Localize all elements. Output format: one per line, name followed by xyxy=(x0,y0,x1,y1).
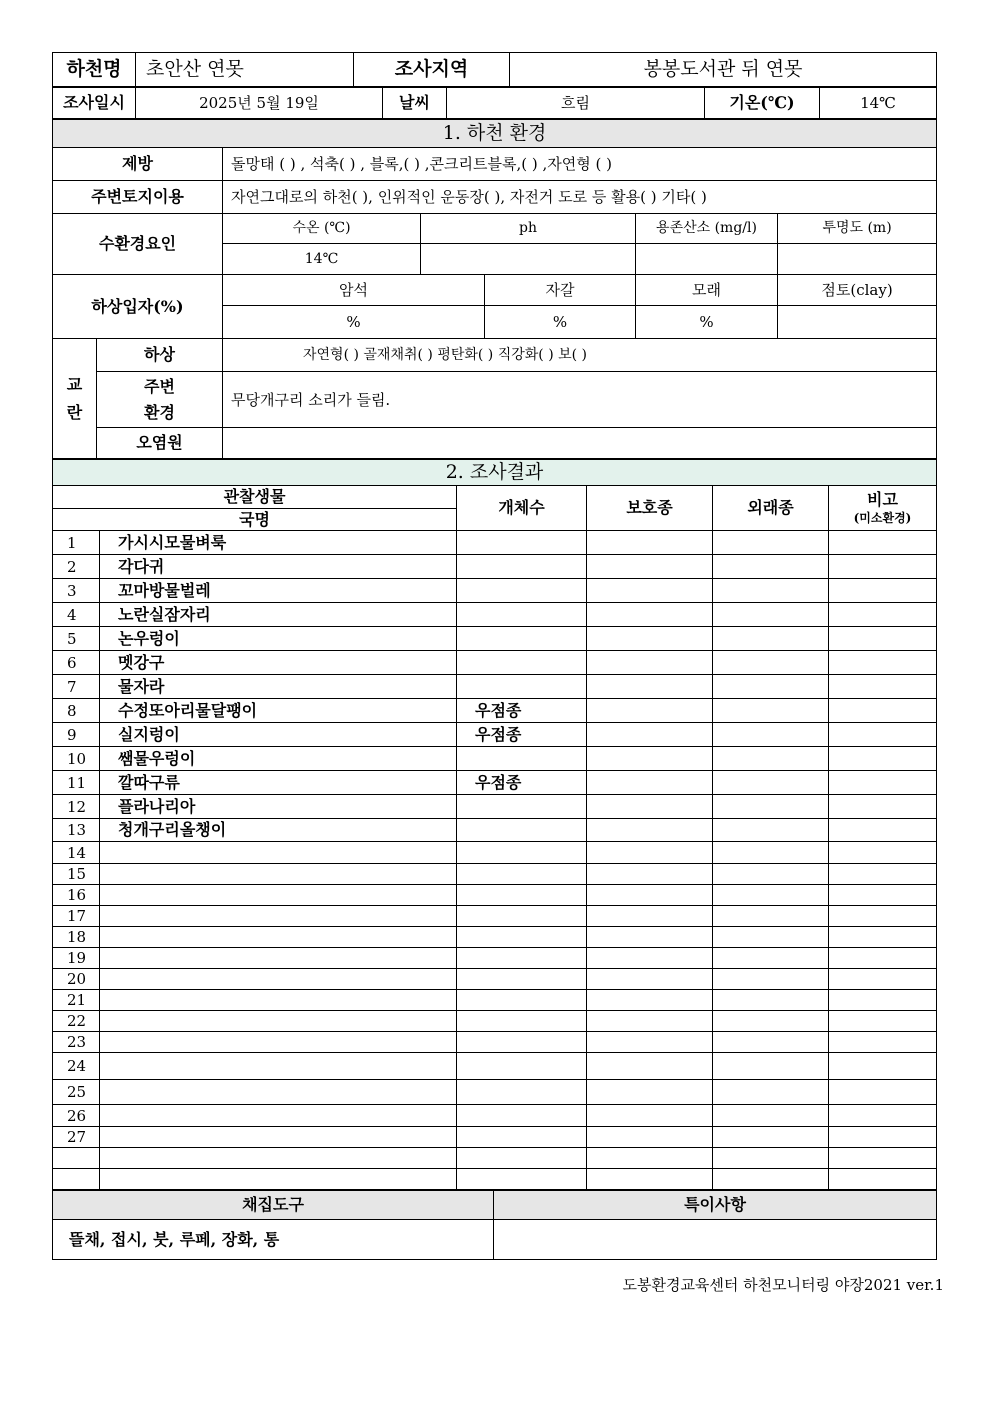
row-number: 24 xyxy=(53,1053,100,1080)
species-name: 노란실잠자리 xyxy=(100,603,457,627)
alien-cell xyxy=(713,864,829,885)
row-number: 2 xyxy=(53,555,100,579)
alien-cell xyxy=(713,579,829,603)
protected-cell xyxy=(587,531,713,555)
table-row xyxy=(53,948,937,969)
count-cell xyxy=(457,1169,587,1190)
count-cell xyxy=(457,864,587,885)
environment-table xyxy=(52,119,937,459)
note-cell xyxy=(829,579,937,603)
row-number: 13 xyxy=(53,819,100,842)
note-cell xyxy=(829,603,937,627)
count-cell xyxy=(457,1032,587,1053)
protected-cell xyxy=(587,651,713,675)
temperature-value: 14℃ xyxy=(820,88,937,119)
row-number: 16 xyxy=(53,885,100,906)
clay-value xyxy=(778,306,937,339)
protected-cell xyxy=(587,1148,713,1169)
protected-cell xyxy=(587,906,713,927)
note-cell xyxy=(829,531,937,555)
table-row xyxy=(53,864,937,885)
protected-cell xyxy=(587,842,713,864)
rock-value: % xyxy=(223,306,485,339)
species-name xyxy=(100,906,457,927)
row-number: 21 xyxy=(53,990,100,1011)
protected-cell xyxy=(587,1053,713,1080)
count-cell xyxy=(457,627,587,651)
species-name: 깔따구류 xyxy=(100,771,457,795)
protected-cell xyxy=(587,1080,713,1105)
protected-cell xyxy=(587,990,713,1011)
tools-table xyxy=(52,1190,937,1260)
gravel-header: 자갈 xyxy=(485,275,636,306)
alien-cell xyxy=(713,675,829,699)
protected-cell xyxy=(587,675,713,699)
alien-cell xyxy=(713,699,829,723)
count-cell xyxy=(457,651,587,675)
species-name xyxy=(100,864,457,885)
note-cell xyxy=(829,906,937,927)
note-cell xyxy=(829,864,937,885)
table-row xyxy=(53,699,937,723)
alien-cell xyxy=(713,842,829,864)
alien-cell xyxy=(713,555,829,579)
table-row xyxy=(53,927,937,948)
area-label: 조사지역 xyxy=(354,53,510,87)
surroundings-label-1: 주변 xyxy=(144,376,175,396)
alien-cell xyxy=(713,969,829,990)
protected-header: 보호종 xyxy=(587,486,713,531)
species-name xyxy=(100,1148,457,1169)
note-cell xyxy=(829,1011,937,1032)
notes-label: 특이사항 xyxy=(494,1191,937,1220)
species-name: 플라나리아 xyxy=(100,795,457,819)
observed-organisms-header: 관찰생물 xyxy=(53,486,457,509)
results-table xyxy=(52,459,937,1190)
rock-header: 암석 xyxy=(223,275,485,306)
section-environment-title: 1. 하천 환경 xyxy=(53,120,937,148)
note-header-title: 비고 xyxy=(867,489,898,509)
alien-cell xyxy=(713,1011,829,1032)
species-name: 가시시모물벼룩 xyxy=(100,531,457,555)
species-name: 청개구리올챙이 xyxy=(100,819,457,842)
count-cell xyxy=(457,990,587,1011)
alien-cell xyxy=(713,885,829,906)
count-cell xyxy=(457,819,587,842)
species-name xyxy=(100,1105,457,1127)
note-cell xyxy=(829,1127,937,1148)
note-cell xyxy=(829,651,937,675)
note-cell xyxy=(829,1080,937,1105)
note-cell xyxy=(829,555,937,579)
note-cell xyxy=(829,627,937,651)
alien-cell xyxy=(713,723,829,747)
species-name xyxy=(100,1032,457,1053)
temperature-label: 기온(℃) xyxy=(705,88,820,119)
species-name xyxy=(100,1169,457,1190)
protected-cell xyxy=(587,603,713,627)
row-number xyxy=(53,1169,100,1190)
species-name xyxy=(100,927,457,948)
row-number: 20 xyxy=(53,969,100,990)
table-row xyxy=(53,579,937,603)
table-row xyxy=(53,651,937,675)
row-number: 8 xyxy=(53,699,100,723)
table-row xyxy=(53,675,937,699)
disturbance-label-1: 교 xyxy=(66,375,83,395)
species-name: 실지렁이 xyxy=(100,723,457,747)
protected-cell xyxy=(587,627,713,651)
alien-cell xyxy=(713,1032,829,1053)
protected-cell xyxy=(587,1127,713,1148)
count-cell xyxy=(457,747,587,771)
note-cell xyxy=(829,885,937,906)
note-cell xyxy=(829,723,937,747)
table-row xyxy=(53,819,937,842)
date-weather-table xyxy=(52,87,937,119)
row-number: 11 xyxy=(53,771,100,795)
count-cell xyxy=(457,1105,587,1127)
table-row xyxy=(53,603,937,627)
table-row xyxy=(53,723,937,747)
count-cell xyxy=(457,1127,587,1148)
row-number: 15 xyxy=(53,864,100,885)
dissolved-oxygen-header: 용존산소 (mg/l) xyxy=(636,214,778,244)
table-row xyxy=(53,627,937,651)
note-cell xyxy=(829,747,937,771)
note-cell xyxy=(829,819,937,842)
row-number: 22 xyxy=(53,1011,100,1032)
alien-cell xyxy=(713,747,829,771)
disturbance-label-2: 란 xyxy=(66,402,83,422)
count-cell xyxy=(457,885,587,906)
korean-name-header: 국명 xyxy=(53,509,457,531)
row-number: 18 xyxy=(53,927,100,948)
note-header xyxy=(829,486,937,531)
surroundings-value: 무당개구리 소리가 들림. xyxy=(223,372,937,428)
river-name-value: 초안산 연못 xyxy=(136,53,354,87)
count-cell xyxy=(457,795,587,819)
tools-value: 뜰채, 접시, 붓, 루페, 장화, 통 xyxy=(53,1220,494,1260)
count-header: 개체수 xyxy=(457,486,587,531)
transparency-header: 투명도 (m) xyxy=(778,214,937,244)
table-row xyxy=(53,1011,937,1032)
weather-value: 흐림 xyxy=(447,88,705,119)
species-name: 각다귀 xyxy=(100,555,457,579)
protected-cell xyxy=(587,927,713,948)
pollution-value xyxy=(223,428,937,459)
count-cell xyxy=(457,531,587,555)
table-row xyxy=(53,1127,937,1148)
gravel-value: % xyxy=(485,306,636,339)
row-number: 7 xyxy=(53,675,100,699)
water-factor-label: 수환경요인 xyxy=(53,214,223,275)
alien-cell xyxy=(713,1148,829,1169)
count-cell xyxy=(457,1053,587,1080)
species-name xyxy=(100,948,457,969)
table-row xyxy=(53,555,937,579)
clay-header: 점토(clay) xyxy=(778,275,937,306)
note-cell xyxy=(829,1148,937,1169)
protected-cell xyxy=(587,747,713,771)
table-row xyxy=(53,1053,937,1080)
note-cell xyxy=(829,842,937,864)
riverbed-label: 하상 xyxy=(97,339,223,372)
protected-cell xyxy=(587,771,713,795)
note-cell xyxy=(829,948,937,969)
row-number: 9 xyxy=(53,723,100,747)
land-use-options: 자연그대로의 하천( ), 인위적인 운동장( ), 자전거 도로 등 활용( ) 기타( ) xyxy=(223,181,937,214)
count-cell xyxy=(457,675,587,699)
table-row xyxy=(53,1105,937,1127)
transparency-value xyxy=(778,244,937,275)
note-cell xyxy=(829,1053,937,1080)
note-cell xyxy=(829,699,937,723)
table-row xyxy=(53,747,937,771)
row-number: 5 xyxy=(53,627,100,651)
table-row xyxy=(53,842,937,864)
row-number: 23 xyxy=(53,1032,100,1053)
note-cell xyxy=(829,969,937,990)
alien-cell xyxy=(713,651,829,675)
footer: 도봉환경교육센터 하천모니터링 야장2021 ver.1 xyxy=(622,1276,944,1294)
alien-cell xyxy=(713,906,829,927)
count-cell xyxy=(457,969,587,990)
species-name: 멧강구 xyxy=(100,651,457,675)
table-row xyxy=(53,531,937,555)
count-cell xyxy=(457,603,587,627)
water-temp-value: 14℃ xyxy=(223,244,421,275)
protected-cell xyxy=(587,795,713,819)
row-number: 25 xyxy=(53,1080,100,1105)
bed-particle-label: 하상입자(%) xyxy=(53,275,223,339)
species-name xyxy=(100,885,457,906)
weather-label: 날씨 xyxy=(383,88,447,119)
land-use-label: 주변토지이용 xyxy=(53,181,223,214)
note-header-sub: (미소환경) xyxy=(853,510,912,525)
alien-cell xyxy=(713,795,829,819)
species-name xyxy=(100,1011,457,1032)
protected-cell xyxy=(587,885,713,906)
note-cell xyxy=(829,927,937,948)
row-number: 1 xyxy=(53,531,100,555)
row-number: 10 xyxy=(53,747,100,771)
alien-cell xyxy=(713,627,829,651)
protected-cell xyxy=(587,864,713,885)
ph-value xyxy=(421,244,636,275)
dissolved-oxygen-value xyxy=(636,244,778,275)
river-name-label: 하천명 xyxy=(53,53,136,87)
note-cell xyxy=(829,675,937,699)
header-table xyxy=(52,52,937,87)
species-name xyxy=(100,969,457,990)
count-cell xyxy=(457,906,587,927)
protected-cell xyxy=(587,1169,713,1190)
count-cell xyxy=(457,1080,587,1105)
note-cell xyxy=(829,1032,937,1053)
section-results-title: 2. 조사결과 xyxy=(53,460,937,486)
tools-label: 채집도구 xyxy=(53,1191,494,1220)
row-number: 17 xyxy=(53,906,100,927)
note-cell xyxy=(829,771,937,795)
species-name: 꼬마방물벌레 xyxy=(100,579,457,603)
alien-cell xyxy=(713,771,829,795)
row-number: 6 xyxy=(53,651,100,675)
protected-cell xyxy=(587,1105,713,1127)
table-row xyxy=(53,969,937,990)
table-row xyxy=(53,1080,937,1105)
alien-cell xyxy=(713,531,829,555)
protected-cell xyxy=(587,555,713,579)
date-value: 2025년 5월 19일 xyxy=(136,88,383,119)
alien-cell xyxy=(713,948,829,969)
count-cell xyxy=(457,1011,587,1032)
table-row xyxy=(53,1032,937,1053)
alien-cell xyxy=(713,1080,829,1105)
alien-header: 외래종 xyxy=(713,486,829,531)
species-name xyxy=(100,1127,457,1148)
note-cell xyxy=(829,795,937,819)
water-temp-header: 수온 (℃) xyxy=(223,214,421,244)
protected-cell xyxy=(587,819,713,842)
count-cell: 우점종 xyxy=(457,771,587,795)
alien-cell xyxy=(713,1105,829,1127)
row-number: 27 xyxy=(53,1127,100,1148)
alien-cell xyxy=(713,1169,829,1190)
note-cell xyxy=(829,990,937,1011)
count-cell xyxy=(457,927,587,948)
row-number: 19 xyxy=(53,948,100,969)
sand-header: 모래 xyxy=(636,275,778,306)
survey-form xyxy=(52,52,936,1260)
protected-cell xyxy=(587,1011,713,1032)
row-number: 4 xyxy=(53,603,100,627)
alien-cell xyxy=(713,990,829,1011)
species-name xyxy=(100,842,457,864)
surroundings-label xyxy=(97,372,223,428)
row-number: 3 xyxy=(53,579,100,603)
alien-cell xyxy=(713,927,829,948)
protected-cell xyxy=(587,969,713,990)
species-name: 물자라 xyxy=(100,675,457,699)
notes-value xyxy=(494,1220,937,1260)
table-row xyxy=(53,1169,937,1190)
species-name: 수정또아리물달팽이 xyxy=(100,699,457,723)
protected-cell xyxy=(587,699,713,723)
note-cell xyxy=(829,1169,937,1190)
protected-cell xyxy=(587,723,713,747)
row-number: 12 xyxy=(53,795,100,819)
note-cell xyxy=(829,1105,937,1127)
species-name: 쌤물우렁이 xyxy=(100,747,457,771)
alien-cell xyxy=(713,1127,829,1148)
species-name xyxy=(100,1053,457,1080)
row-number xyxy=(53,1148,100,1169)
surroundings-label-2: 환경 xyxy=(144,402,175,422)
count-cell: 우점종 xyxy=(457,723,587,747)
species-name xyxy=(100,1080,457,1105)
table-row xyxy=(53,906,937,927)
protected-cell xyxy=(587,579,713,603)
riverbed-options: 자연형( ) 골재채취( ) 평탄화( ) 직강화( ) 보( ) xyxy=(223,339,937,372)
pollution-label: 오염원 xyxy=(97,428,223,459)
count-cell xyxy=(457,842,587,864)
embankment-options: 돌망태 ( ) , 석축( ) , 블록,( ) ,콘크리트블록,( ) ,자연형 ( ) xyxy=(223,148,937,181)
species-name xyxy=(100,990,457,1011)
species-name: 논우렁이 xyxy=(100,627,457,651)
row-number: 26 xyxy=(53,1105,100,1127)
table-row xyxy=(53,885,937,906)
count-cell xyxy=(457,948,587,969)
count-cell xyxy=(457,1148,587,1169)
date-label: 조사일시 xyxy=(53,88,136,119)
protected-cell xyxy=(587,948,713,969)
table-row xyxy=(53,990,937,1011)
row-number: 14 xyxy=(53,842,100,864)
results-rows xyxy=(53,531,937,1190)
area-value: 봉봉도서관 뒤 연못 xyxy=(510,53,937,87)
alien-cell xyxy=(713,819,829,842)
disturbance-label xyxy=(53,339,97,459)
count-cell xyxy=(457,555,587,579)
alien-cell xyxy=(713,1053,829,1080)
count-cell: 우점종 xyxy=(457,699,587,723)
table-row xyxy=(53,795,937,819)
embankment-label: 제방 xyxy=(53,148,223,181)
count-cell xyxy=(457,579,587,603)
protected-cell xyxy=(587,1032,713,1053)
sand-value: % xyxy=(636,306,778,339)
table-row xyxy=(53,1148,937,1169)
alien-cell xyxy=(713,603,829,627)
table-row xyxy=(53,771,937,795)
ph-header: ph xyxy=(421,214,636,244)
